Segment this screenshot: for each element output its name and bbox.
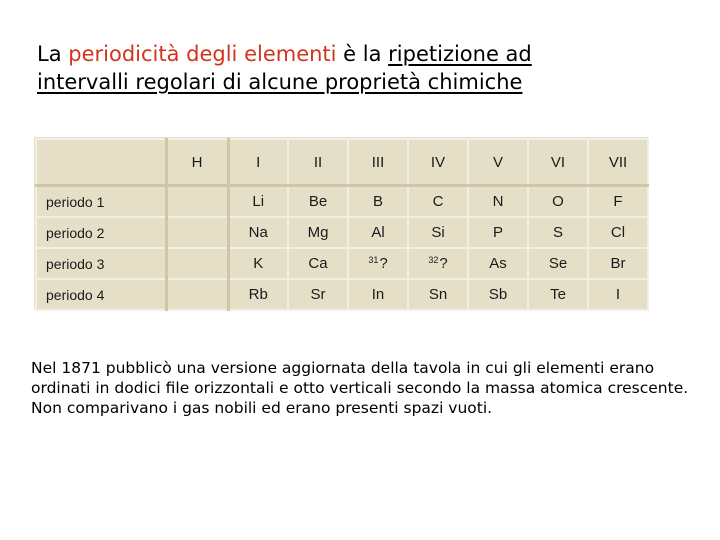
table-cell: Rb [228, 279, 288, 310]
table-cell: As [468, 248, 528, 279]
table-cell: Sb [468, 279, 528, 310]
table-cell [166, 217, 228, 248]
header-cell-i: I [228, 139, 288, 186]
header-cell-iv: IV [408, 139, 468, 186]
slide-title [37, 40, 637, 96]
table-cell: Sr [288, 279, 348, 310]
table-cell [166, 248, 228, 279]
table-cell: P [468, 217, 528, 248]
table-cell-unknown [348, 248, 408, 279]
periodic-table-image [34, 137, 648, 309]
table-cell: Na [228, 217, 288, 248]
periodic-table [35, 138, 649, 311]
mass-superscript: 32 [428, 255, 439, 265]
table-cell: O [528, 186, 588, 218]
table-cell: C [408, 186, 468, 218]
table-cell: Ca [288, 248, 348, 279]
table-cell: Br [588, 248, 648, 279]
table-cell: F [588, 186, 648, 218]
header-cell-ii: II [288, 139, 348, 186]
mass-superscript: 31 [368, 255, 379, 265]
unknown-element: ? [379, 255, 388, 272]
row-label: periodo 1 [36, 186, 166, 218]
table-cell: Cl [588, 217, 648, 248]
header-cell-v: V [468, 139, 528, 186]
table-cell: K [228, 248, 288, 279]
table-cell-unknown [408, 248, 468, 279]
table-cell: In [348, 279, 408, 310]
table-cell: Sn [408, 279, 468, 310]
header-cell-h: H [166, 139, 228, 186]
unknown-element: ? [439, 255, 448, 272]
row-label: periodo 2 [36, 217, 166, 248]
table-cell: I [588, 279, 648, 310]
table-row [36, 248, 648, 279]
header-cell-iii: III [348, 139, 408, 186]
table-row [36, 217, 648, 248]
table-row [36, 186, 648, 218]
table-cell: Mg [288, 217, 348, 248]
title-highlight: periodicità degli elementi [68, 42, 337, 66]
table-cell: Se [528, 248, 588, 279]
row-label: periodo 3 [36, 248, 166, 279]
description-paragraph: Nel 1871 pubblicò una versione aggiornata della tavola in cui gli elementi erano ordinati in dodici file orizzontali e otto verticali secondo la massa atomica crescente. Non comparivano i gas nobili ed erano presenti spazi vuoti. [31, 359, 689, 417]
title-underlined-2: intervalli regolari di alcune proprietà chimiche [37, 70, 523, 94]
title-part2: è la [336, 42, 389, 66]
table-cell: S [528, 217, 588, 248]
table-cell: Be [288, 186, 348, 218]
table-cell: B [348, 186, 408, 218]
table-header-row [36, 139, 648, 186]
header-cell-vii: VII [588, 139, 648, 186]
table-cell: Al [348, 217, 408, 248]
table-row [36, 279, 648, 310]
title-part1: La [37, 42, 69, 66]
table-cell [166, 279, 228, 310]
table-cell: Si [408, 217, 468, 248]
row-label: periodo 4 [36, 279, 166, 310]
header-cell-empty [36, 139, 166, 186]
table-cell: N [468, 186, 528, 218]
table-cell: Te [528, 279, 588, 310]
title-underlined-1: ripetizione ad [388, 42, 532, 66]
table-cell: Li [228, 186, 288, 218]
header-cell-vi: VI [528, 139, 588, 186]
table-cell [166, 186, 228, 218]
